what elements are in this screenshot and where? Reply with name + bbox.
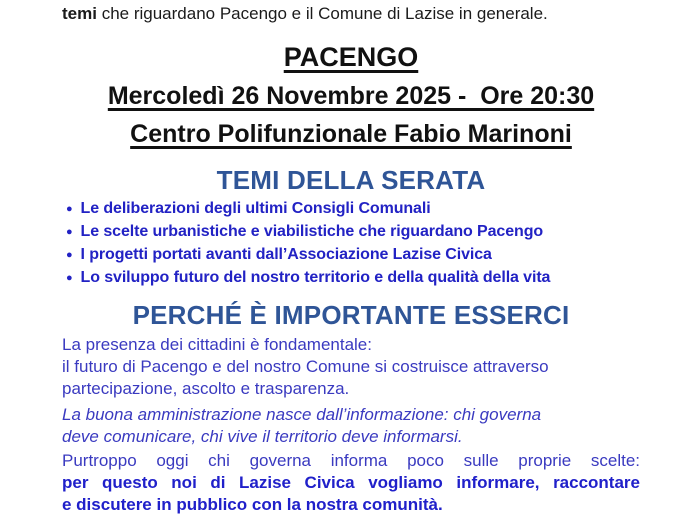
event-block <box>62 41 640 149</box>
paragraph-line: partecipazione, ascolto e trasparenza. <box>62 379 350 398</box>
bullet-item-text: Le scelte urbanistiche e viabilistiche che riguardano Pacengo <box>80 223 544 240</box>
bullet-dot-icon: ● <box>66 226 73 238</box>
intro-text: che riguardano Pacengo e il Comune di Lazise in generale. <box>96 4 548 23</box>
quote-line: deve comunicare, chi vive il territorio deve informarsi. <box>62 427 463 446</box>
paragraph-line: La presenza dei cittadini è fondamentale: <box>62 335 372 354</box>
temi-bullet-list <box>62 198 640 290</box>
bullet-item-text: I progetti portati avanti dall’Associazione Lazise Civica <box>80 246 492 263</box>
list-item <box>62 267 640 290</box>
bullet-item-text: Le deliberazioni degli ultimi Consigli Comunali <box>80 200 431 217</box>
closing-line-bold: per questo noi di Lazise Civica vogliamo informare, raccontare <box>62 473 640 492</box>
event-datetime: Mercoledì 26 Novembre 2025 - Ore 20:30 <box>107 82 595 110</box>
quote-line: La buona amministrazione nasce dall’informazione: chi governa <box>62 405 542 424</box>
temi-section-heading: TEMI DELLA SERATA <box>216 165 486 195</box>
closing-line-bold: e discutere in pubblico con la nostra comunità. <box>62 495 443 514</box>
bullet-dot-icon: ● <box>66 203 73 215</box>
intro-line <box>62 3 640 25</box>
perche-section-heading: PERCHÉ È IMPORTANTE ESSERCI <box>132 300 570 330</box>
bullet-dot-icon: ● <box>66 272 73 284</box>
list-item <box>62 221 640 244</box>
bullet-item-text: Lo sviluppo futuro del nostro territorio e della qualità della vita <box>80 269 551 286</box>
good-administration-quote <box>62 404 640 448</box>
closing-line-regular: Purtroppo oggi chi governa informa poco sulle proprie scelte: <box>62 451 640 470</box>
event-venue: Centro Polifunzionale Fabio Marinoni <box>130 120 572 148</box>
closing-paragraph <box>62 450 640 516</box>
list-item <box>62 244 640 267</box>
paragraph-line: il futuro di Pacengo e del nostro Comune si costruisce attraverso <box>62 357 549 376</box>
presence-paragraph <box>62 334 640 400</box>
event-location-title: PACENGO <box>283 42 419 72</box>
bullet-dot-icon: ● <box>66 249 73 261</box>
list-item <box>62 198 640 221</box>
intro-bold-word: temi <box>62 4 97 23</box>
